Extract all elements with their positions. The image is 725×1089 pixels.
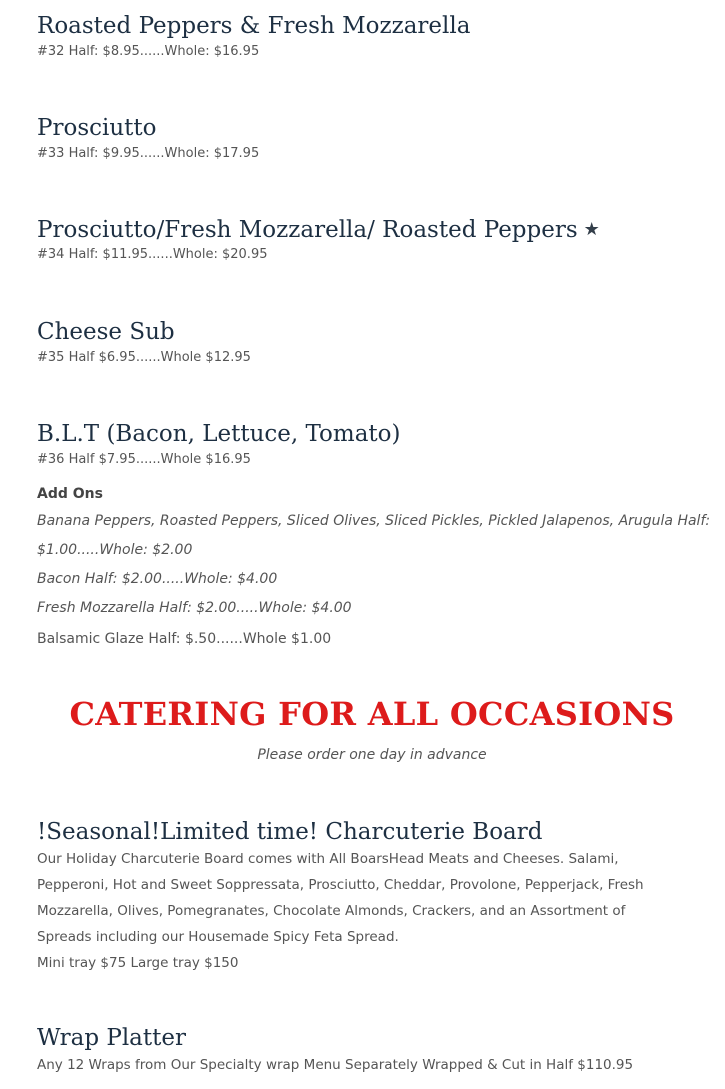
description-line: Pepperoni, Hot and Sweet Soppressata, Prosciutto, Cheddar, Provolone, Pepperjack, Fresh — [37, 877, 644, 893]
item-price: #36 Half $7.95......Whole $16.95 — [37, 452, 251, 467]
menu-item — [37, 318, 251, 367]
menu-item — [37, 12, 470, 61]
item-title: Cheese Sub — [37, 319, 175, 345]
description-line: Mini tray $75 Large tray $150 — [37, 955, 239, 971]
item-title: Roasted Peppers & Fresh Mozzarella — [37, 13, 471, 39]
addons-title: Add Ons — [37, 486, 103, 502]
description-line: Mozzarella, Olives, Pomegranates, Chocolate Almonds, Crackers, and an Assortment of — [37, 903, 626, 919]
addon-line: $1.00.....Whole: $2.00 — [37, 542, 193, 558]
item-title: Wrap Platter — [37, 1025, 186, 1051]
item-title: !Seasonal!Limited time! Charcuterie Board — [37, 819, 543, 845]
menu-item — [37, 818, 667, 976]
addons-section — [37, 486, 711, 647]
item-title: B.L.T (Bacon, Lettuce, Tomato) — [37, 421, 401, 447]
menu-item — [37, 114, 259, 163]
item-price: #33 Half: $9.95......Whole: $17.95 — [37, 146, 260, 161]
addon-line: Banana Peppers, Roasted Peppers, Sliced Olives, Sliced Pickles, Pickled Jalapenos, Arugula Half: — [37, 513, 711, 529]
description-line: Our Holiday Charcuterie Board comes with All BoarsHead Meats and Cheeses. Salami, — [37, 851, 619, 867]
addon-line: Balsamic Glaze Half: $.50......Whole $1.00 — [37, 631, 332, 647]
addon-line: Fresh Mozzarella Half: $2.00.....Whole: $4.00 — [37, 600, 352, 616]
catering-title: CATERING FOR ALL OCCASIONS — [69, 695, 675, 733]
menu-item — [37, 1024, 667, 1078]
description-line: Spreads including our Housemade Spicy Feta Spread. — [37, 929, 399, 945]
item-title: Prosciutto — [37, 115, 157, 141]
menu-item — [37, 216, 600, 264]
item-description — [37, 846, 667, 976]
item-title-row — [37, 216, 600, 244]
item-title: Prosciutto/Fresh Mozzarella/ Roasted Peppers — [37, 217, 578, 243]
addon-line: Bacon Half: $2.00.....Whole: $4.00 — [37, 571, 278, 587]
item-description: Any 12 Wraps from Our Specialty wrap Menu Separately Wrapped & Cut in Half $110.95 — [37, 1057, 634, 1073]
menu-item — [37, 420, 401, 469]
item-price: #35 Half $6.95......Whole $12.95 — [37, 350, 251, 365]
item-price: #32 Half: $8.95......Whole: $16.95 — [37, 44, 260, 59]
catering-subtitle: Please order one day in advance — [257, 747, 487, 763]
star-icon: ★ — [583, 219, 600, 240]
item-price: #34 Half: $11.95......Whole: $20.95 — [37, 247, 268, 262]
